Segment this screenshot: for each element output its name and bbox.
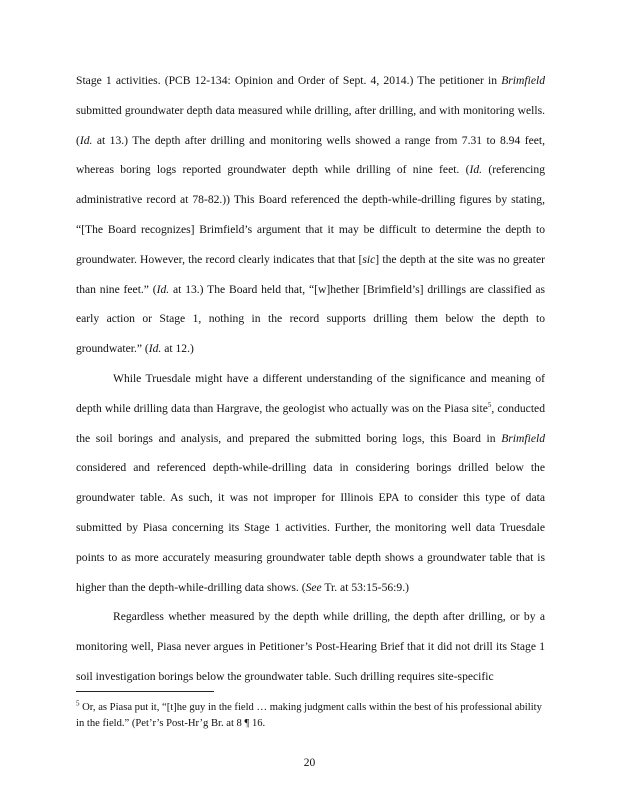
footnote: [76, 700, 545, 731]
paragraph-1: [76, 66, 545, 364]
citation-italic: Id.: [79, 133, 93, 147]
case-name-italic: Brimfield: [501, 74, 545, 87]
sic-italic: sic: [362, 252, 376, 266]
text-run: submitted groundwater depth data measured while drilling, after drilling, and with monitoring wells. (: [76, 103, 545, 147]
footnote-marker: 5: [76, 699, 80, 708]
text-run: Regardless whether measured by the depth while drilling, the depth after drilling, or by a monitoring well, Piasa never argues in Petitioner’s Post-Hearing Brief that it did not drill its Stage 1 soil investigation borings below the groundwater table. Such drilling requires site-specific: [76, 610, 545, 683]
citation-italic: Id.: [469, 163, 483, 177]
footnote-separator: [76, 691, 214, 692]
text-run: ] the depth at the site was no greater than nine feet.” (: [76, 252, 545, 296]
footnote-text: Or, as Piasa put it, “[t]he guy in the field … making judgment calls within the best of his professional ability in the field.” (Pet’r’s Post-Hr’g Br. at 8 ¶ 16.: [76, 702, 542, 729]
text-run: at 12.): [161, 342, 194, 356]
text-run: considered and referenced depth-while-drilling data in considering borings drilled below the groundwater table. As such, it was not improper for Illinois EPA to consider this type of data submitted by Piasa concerning its Stage 1 activities. Further, the monitoring well data Truesdale points to as more accurately measuring groundwater table depth shows a groundwater table that is higher than the depth-while-drilling data shows. (: [76, 461, 545, 594]
footnote-reference: 5: [487, 400, 492, 409]
text-run: , conducted the soil borings and analysis, and prepared the submitted boring logs, this Board in: [76, 401, 545, 445]
case-name-italic: Brimfield: [501, 431, 545, 445]
body-text: [76, 66, 545, 692]
paragraph-3: [76, 602, 545, 691]
text-run: Tr. at 53:15-56:9.): [321, 580, 409, 594]
text-run: (referencing administrative record at 78-82.)) This Board referenced the depth-while-drilling figures by stating, “[The Board recognizes] Brimfield’s argument that it may be difficult to determine the depth to groundwater. However, the record clearly indicates that that [: [76, 163, 546, 266]
page-number: 20: [303, 757, 316, 769]
citation-italic: Id.: [156, 282, 170, 296]
text-run: at 13.) The Board held that, “[w]hether [Brimfield’s] drillings are classified as early action or Stage 1, nothing in the record supports drilling them below the depth to groundwater.” (: [76, 282, 546, 356]
text-run: Stage 1 activities. (PCB 12-134: Opinion and Order of Sept. 4, 2014.) The petitioner in: [76, 74, 502, 87]
citation-italic: Id.: [148, 342, 162, 356]
text-run: While Truesdale might have a different understanding of the significance and meaning of depth while drilling data than Hargrave, the geologist who actually was on the Piasa site: [76, 371, 545, 415]
signal-italic: See: [305, 580, 322, 594]
text-run: at 13.) The depth after drilling and monitoring wells showed a range from 7.31 to 8.94 feet, whereas boring logs reported groundwater depth while drilling of nine feet. (: [76, 133, 545, 177]
paragraph-2: [76, 364, 545, 602]
